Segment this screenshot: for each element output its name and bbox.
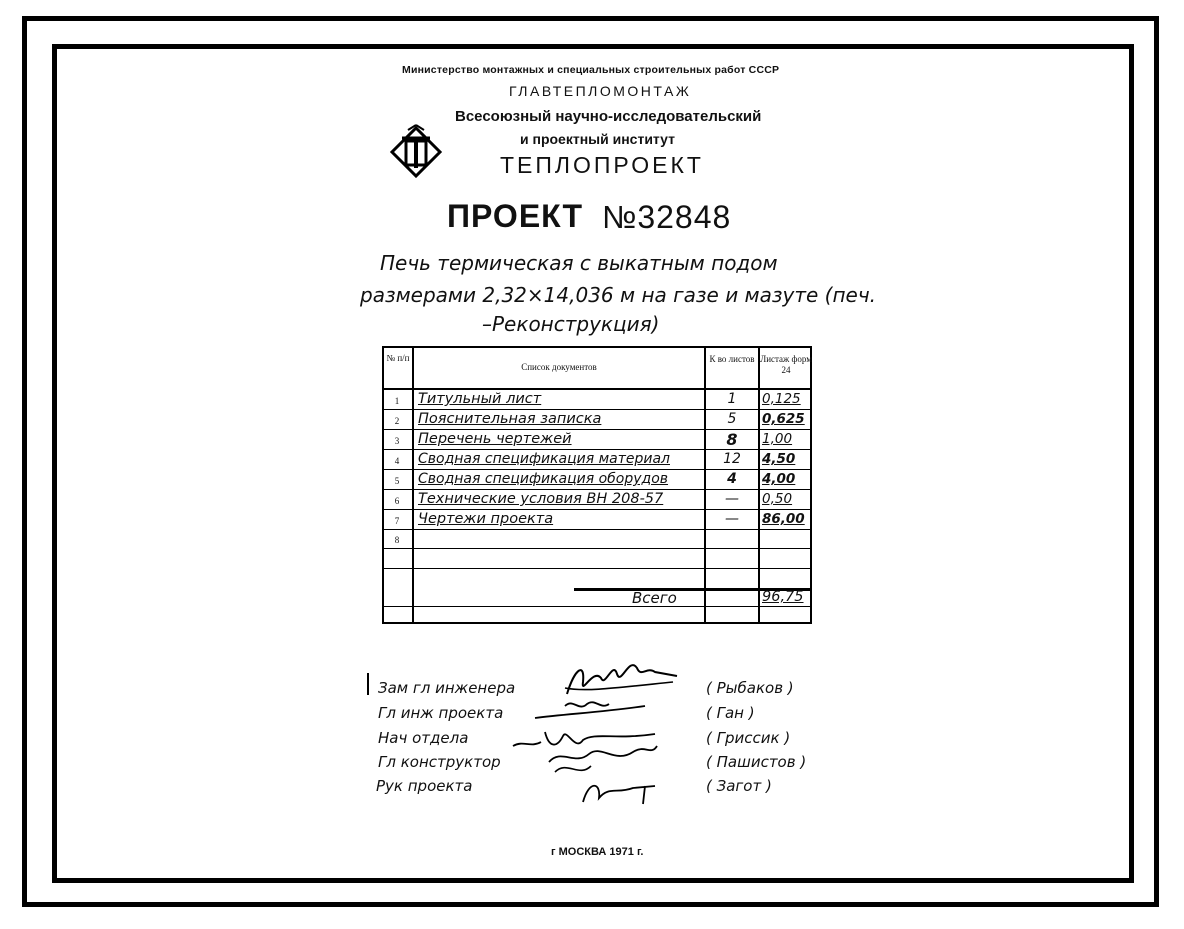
row-sheets: 0,625 — [762, 411, 805, 427]
row-doc-name: Пояснительная записка — [418, 411, 602, 427]
institute-name: ТЕПЛОПРОЕКТ — [500, 152, 704, 178]
margin-mark — [367, 673, 373, 695]
project-title-line-2: размерами 2,32×14,036 м на газе и мазуте (печ. — [360, 283, 877, 307]
row-doc-name: Титульный лист — [418, 391, 542, 407]
city-year: г МОСКВА 1971 г. — [551, 846, 644, 858]
row-sheets: 0,50 — [762, 491, 793, 507]
institute-logo-icon — [388, 124, 444, 178]
table-divider — [384, 388, 810, 390]
table-divider — [384, 548, 810, 549]
row-qty: 1 — [727, 391, 737, 407]
row-qty: — — [725, 491, 739, 507]
table-divider — [384, 489, 810, 490]
signature-name: ( Рыбаков ) — [706, 679, 794, 697]
row-sheets: 86,00 — [762, 511, 805, 527]
row-num: 7 — [394, 516, 400, 526]
row-num: 2 — [394, 416, 400, 426]
project-number: №32848 — [602, 199, 732, 235]
header-docs: Список документов — [521, 362, 597, 372]
table-divider — [384, 449, 810, 450]
table-divider — [384, 568, 810, 569]
project-title-line-1: Печь термическая с выкатным подом — [380, 251, 778, 275]
row-doc-name: Чертежи проекта — [418, 511, 554, 527]
row-doc-name: Перечень чертежей — [418, 431, 572, 447]
department-name: ГЛАВТЕПЛОМОНТАЖ — [509, 83, 692, 99]
signature-name: ( Гриссик ) — [706, 729, 791, 747]
header-sheets: Листаж форм 24 — [760, 354, 812, 375]
table-divider — [384, 509, 810, 510]
row-num: 5 — [394, 476, 400, 486]
row-num: 6 — [394, 496, 400, 506]
row-sheets: 4,00 — [762, 471, 796, 487]
row-num: 8 — [394, 535, 400, 545]
documents-table — [382, 346, 812, 624]
signature-name: ( Ган ) — [706, 704, 755, 722]
signature-role: Зам гл инженера — [378, 679, 516, 697]
row-sheets: 0,125 — [762, 391, 801, 407]
row-qty: — — [725, 511, 739, 527]
table-divider — [384, 409, 810, 410]
institute-line-1: Всесоюзный научно-исследовательский — [455, 108, 762, 125]
ministry-name: Министерство монтажных и специальных строительных работ СССР — [402, 64, 780, 76]
row-qty: 12 — [723, 451, 741, 467]
institute-line-2: и проектный институт — [520, 131, 675, 147]
header-num: № п/п — [386, 353, 410, 363]
table-divider — [384, 606, 810, 607]
row-sheets: 1,00 — [762, 431, 793, 447]
row-doc-name: Сводная спецификация оборудов — [418, 471, 669, 487]
row-sheets: 4,50 — [762, 451, 796, 467]
row-num: 4 — [394, 456, 400, 466]
row-qty: 4 — [727, 471, 737, 487]
table-divider — [384, 469, 810, 470]
signature-role: Рук проекта — [376, 777, 473, 795]
total-label: Всего — [632, 589, 677, 607]
row-qty: 8 — [726, 430, 738, 449]
row-num: 3 — [394, 436, 400, 446]
total-value: 96,75 — [762, 589, 804, 605]
signature-name: ( Загот ) — [706, 777, 772, 795]
handwritten-signatures — [505, 648, 695, 808]
signature-role: Гл инж проекта — [378, 704, 504, 722]
row-num: 1 — [394, 396, 400, 406]
header-qty: К во листов — [709, 354, 755, 364]
signature-role: Нач отдела — [378, 729, 469, 747]
signature-role: Гл конструктор — [378, 753, 501, 771]
row-doc-name: Сводная спецификация материал — [418, 451, 670, 467]
row-doc-name: Технические условия ВН 208-57 — [418, 491, 664, 507]
row-qty: 5 — [727, 411, 737, 427]
project-title-line-3: –Реконструкция) — [482, 312, 660, 336]
signature-name: ( Пашистов ) — [706, 753, 807, 771]
table-divider — [384, 529, 810, 530]
project-label: ПРОЕКТ — [447, 198, 584, 234]
